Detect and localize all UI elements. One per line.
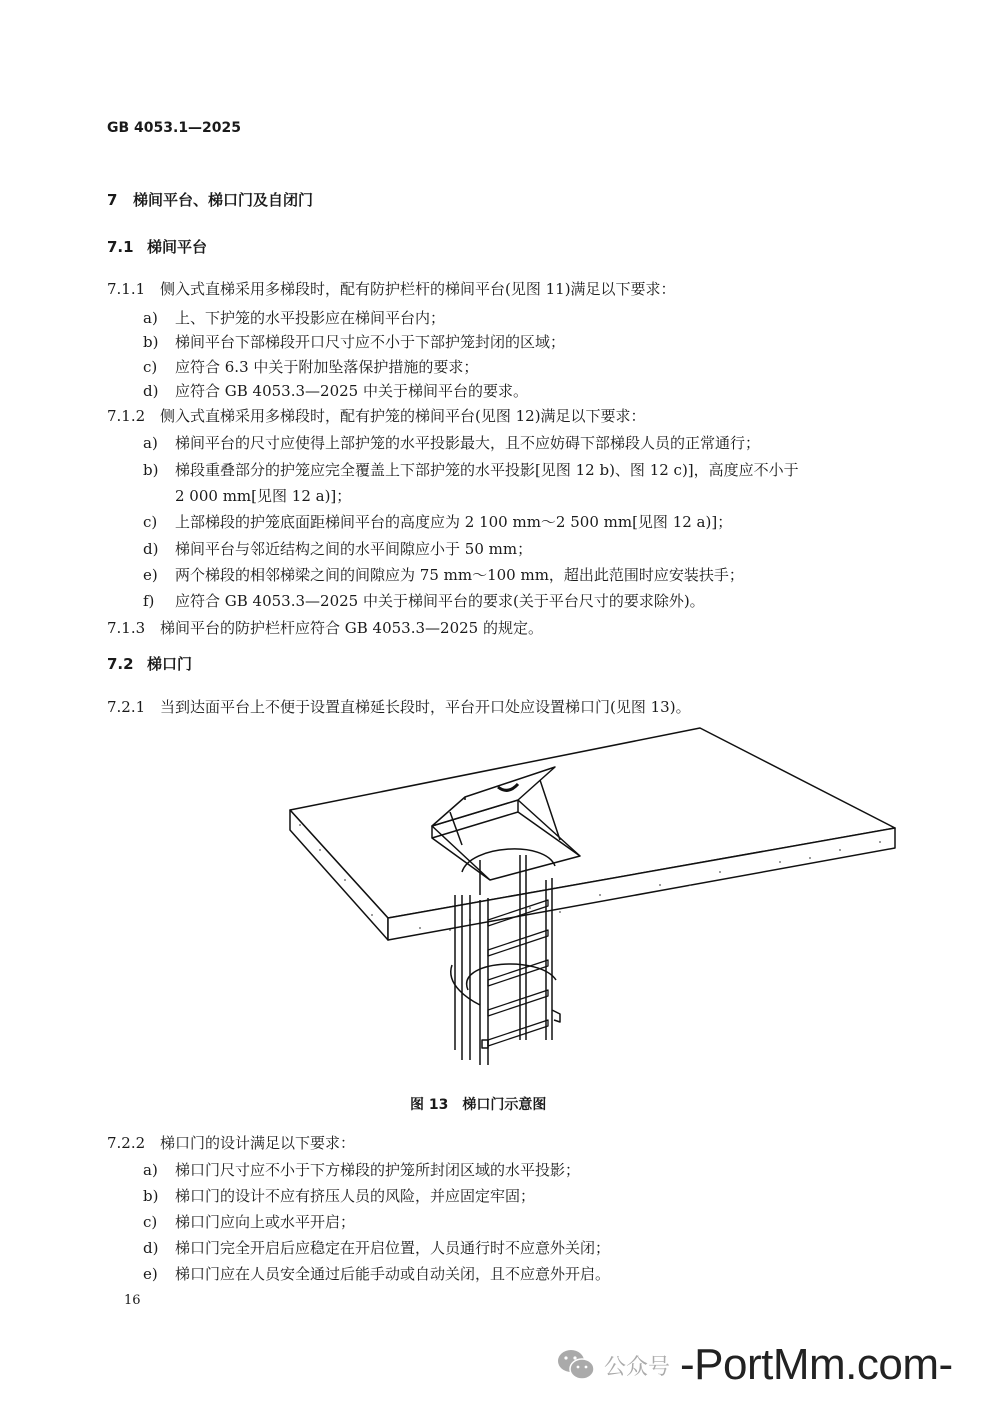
figure-caption: 图 13 梯口门示意图 <box>410 1097 547 1113</box>
wechat-icon <box>556 1348 596 1382</box>
watermark <box>556 1340 953 1390</box>
item-label: b) <box>143 461 159 479</box>
item-label: d) <box>143 382 159 400</box>
clause-text: 梯口门的设计满足以下要求： <box>160 1134 356 1152</box>
item-label: c) <box>143 1213 158 1231</box>
section-title: 梯间平台、梯口门及自闭门 <box>133 191 314 209</box>
item-text: 梯间平台与邻近结构之间的水平间隙应小于 50 mm； <box>175 540 533 558</box>
clause-number: 7.1.3 <box>107 619 146 637</box>
section-number: 7.2 <box>107 655 134 673</box>
section-title: 梯口门 <box>147 655 193 673</box>
watermark-site: -PortMm.com- <box>680 1340 953 1389</box>
watermark-label: 公众号 <box>604 1354 671 1380</box>
item-label: a) <box>143 1161 158 1179</box>
item-label: d) <box>143 1239 159 1257</box>
clause-number: 7.1.2 <box>107 407 146 425</box>
item-text: 梯口门的设计不应有挤压人员的风险，并应固定牢固； <box>175 1187 536 1205</box>
clause-number: 7.1.1 <box>107 280 146 298</box>
item-text: 梯口门尺寸应不小于下方梯段的护笼所封闭区域的水平投影； <box>175 1161 581 1179</box>
clause-text: 当到达面平台上不便于设置直梯延长段时，平台开口处应设置梯口门(见图 13)。 <box>160 698 691 716</box>
item-label: c) <box>143 513 158 531</box>
item-text: 梯间平台下部梯段开口尺寸应不小于下部护笼封闭的区域； <box>175 333 566 351</box>
item-label: c) <box>143 358 158 376</box>
item-text: 应符合 6.3 中关于附加坠落保护措施的要求； <box>175 358 479 376</box>
ladder-hatch-illustration <box>270 720 920 1090</box>
item-text: 梯口门完全开启后应稳定在开启位置，人员通行时不应意外关闭； <box>175 1239 611 1257</box>
clause-text: 侧入式直梯采用多梯段时，配有护笼的梯间平台(见图 12)满足以下要求： <box>160 407 646 425</box>
item-text: 2 000 mm[见图 12 a)]； <box>175 487 352 505</box>
item-label: e) <box>143 1265 158 1283</box>
section-number: 7 <box>107 191 118 209</box>
item-label: b) <box>143 333 159 351</box>
clause-number: 7.2.2 <box>107 1134 146 1152</box>
section-number: 7.1 <box>107 238 134 256</box>
clause-number: 7.2.1 <box>107 698 146 716</box>
item-text: 梯间平台的尺寸应使得上部护笼的水平投影最大，且不应妨碍下部梯段人员的正常通行； <box>175 434 761 452</box>
section-title: 梯间平台 <box>147 238 208 256</box>
item-label: e) <box>143 566 158 584</box>
item-label: f) <box>143 592 155 610</box>
item-text: 两个梯段的相邻梯梁之间的间隙应为 75 mm～100 mm，超出此范围时应安装扶手； <box>175 566 744 584</box>
clause-text: 梯间平台的防护栏杆应符合 GB 4053.3—2025 的规定。 <box>160 619 543 637</box>
item-text: 应符合 GB 4053.3—2025 中关于梯间平台的要求(关于平台尺寸的要求除外)。 <box>175 592 705 610</box>
item-text: 梯口门应向上或水平开启； <box>175 1213 356 1231</box>
item-text: 上、下护笼的水平投影应在梯间平台内； <box>175 309 446 327</box>
clause-text: 侧入式直梯采用多梯段时，配有防护栏杆的梯间平台(见图 11)满足以下要求： <box>160 280 676 298</box>
item-label: d) <box>143 540 159 558</box>
standard-number: GB 4053.1—2025 <box>107 120 242 136</box>
platform-slab <box>290 728 895 940</box>
page-number: 16 <box>124 1293 141 1308</box>
item-label: a) <box>143 309 158 327</box>
item-text: 应符合 GB 4053.3—2025 中关于梯间平台的要求。 <box>175 382 528 400</box>
item-text: 上部梯段的护笼底面距梯间平台的高度应为 2 100 mm～2 500 mm[见图 12 a)]； <box>175 513 733 531</box>
item-label: b) <box>143 1187 159 1205</box>
item-label: a) <box>143 434 158 452</box>
item-text: 梯口门应在人员安全通过后能手动或自动关闭，且不应意外开启。 <box>175 1265 611 1283</box>
item-text: 梯段重叠部分的护笼应完全覆盖上下部护笼的水平投影[见图 12 b)、图 12 c)]，高度应不小于 <box>175 461 799 479</box>
